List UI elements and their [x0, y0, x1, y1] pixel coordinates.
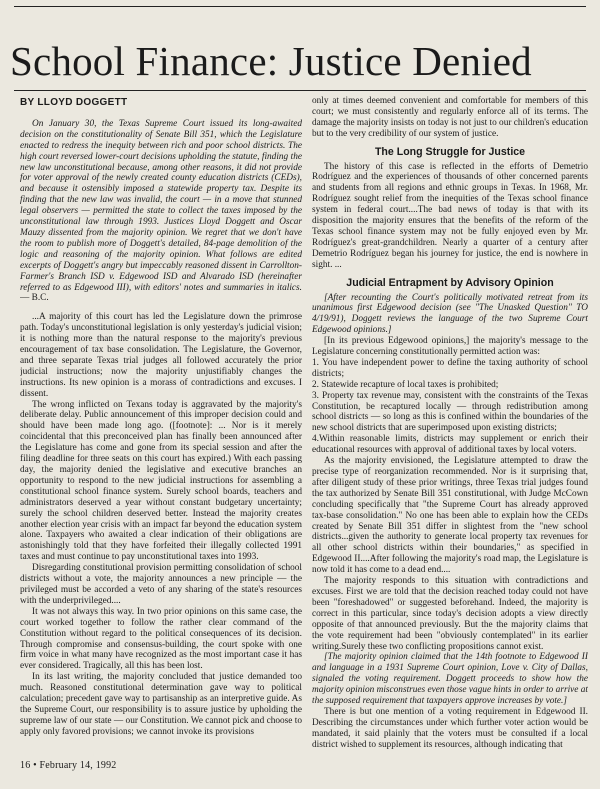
body-paragraph: Disregarding constitutional provision permitting consolidation of school districts without a vote, the majority announces a new principle — the privileged must be accorded a veto of any sharing of the state's resources with the underprivileged.... — [20, 563, 302, 606]
article-title: School Finance: Justice Denied — [10, 38, 532, 84]
editor-note: [After recounting the Court's politically motivated retreat from its unanimous first Edgewood decision (see "The Unasked Question" TO 4/19/91), Doggett reviews the language of the two Supreme Court Edgewood opinions.] — [312, 292, 588, 336]
list-item: 4.Within reasonable limits, districts may supplement or enrich their educational resources with approval of additional taxes by local voters. — [312, 434, 588, 456]
intro-paragraph — [20, 119, 302, 304]
numbered-list — [312, 358, 588, 456]
byline: BY LLOYD DOGGETT — [20, 97, 128, 108]
title-rule — [14, 90, 586, 91]
list-item: 1. You have independent power to define the taxing authority of school districts; — [312, 357, 588, 379]
body-paragraph: The majority responds to this situation with contradictions and excuses. First we are told that the decision reached today could not have been "foreshadowed" or suggested beforehand. Indeed, the majority is correct in this particular, since today's decision adopts a view directly opposite of that announced previously. But the the majority claims that the vote requirement had been "obviously contemplated" in its earlier writing.Surely these two conflicting propositions cannot exist. — [312, 576, 588, 652]
body-paragraph: It was not always this way. In two prior opinions on this same case, the court worked together to follow the rather clear command of the Constitution without regard to the political consequences of its decision. Through compromise and consensus-building, the court spoke with one firm voice in what many have recognized as the most important case it has ever considered. Tragically, all this has been lost. — [20, 606, 302, 672]
top-rule — [14, 6, 586, 7]
left-column — [20, 96, 302, 744]
intro-text: On January 30, the Texas Supreme Court issued its long-awaited decision on the constitutionality of Senate Bill 351, which the Legislature enacted to redress the inequity between rich and poor school districts. The high court reversed lower-court decisions upholding the statute, finding the new law unconstitutional because, among other reasons, it did not provide for voter approval of the newly created county education districts (CEDs), and because it ostensibly imposed a statewide property tax. Despite its finding that the new law was invalid, the court — in a move that stunned legal observers — permitted the state to collect the taxes imposed by the unconstitutional law through 1993. Justices Lloyd Doggett and Oscar Mauzy dissented from the majority opinion. We regret that we don't have the room to publish more of Doggett's detailed, 84-page demolition of the logic and reasoning of the majority opinion. What follows are edited excerpts of Doggett's angry but impeccably reasoned dissent in Carrollton-Farmer's Branch ISD v. Edgewood ISD and Alvarado ISD (hereinafter referred to as Edgewood III), with editors' notes and summaries in italics. — [20, 118, 302, 293]
body-paragraph: There is but one mention of a voting requirement in Edgewood II. Describing the circumstances under which further voter action would be mandated, it said plainly that the voters must be consulted if a local district wished to supplement its resources, although indicating that — [312, 706, 588, 750]
body-paragraph: As the majority envisioned, the Legislature attempted to draw the precise type of reorganization recommended. Nor is it surprising that, after diligent study of these prior writings, three Texas trial judges found the tax authorized by Senate Bill 351 constitutional, with Judge McCown concluding specifically that "the Supreme Court has already approved tax-base consolidation." No one has been able to explain how the CEDs created by Senate Bill 351 differ in slightest from the "new school districts...given the authority to generate local property tax revenues for all other school districts within their boundaries," as specified in Edgewood II....After following the majority's road map, the Legislature is now told it has come to a dead end.... — [312, 456, 588, 576]
section-heading: The Long Struggle for Justice — [374, 145, 526, 158]
body-paragraph: only at times deemed convenient and comfortable for members of this court; we must consistently and regularly enforce all of its terms. The damage the majority insists on today is not just to our children's education but to the very credibility of our system of justice. — [312, 96, 588, 139]
intro-signoff: — B.C. — [20, 293, 49, 304]
body-paragraph: The history of this case is reflected in the efforts of Demetrio Rodríguez and the experiences of thousands of other concerned parents and students from all regions and ethnic groups in Texas. In 1968, Mr. Rodríguez sought relief from the inequities of the Texas school finance system in federal court....The bad news of today is that with its disposition the majority ensures that the benefits of the reform of the Texas school finance system may not be fully enjoyed even by Mr. Rodríguez's great-grandchildren. Nearly a quarter of a century after Demetrio Rodríguez began his journey for justice, the end is nowhere in sight. ... — [312, 161, 588, 270]
list-item: 3. Property tax revenue may, consistent with the constraints of the Texas Constitution, be recaptured locally — through redistribution among school districts — so long as this is confined within the boundaries of the new school districts that are superimposed upon existing districts; — [312, 390, 588, 434]
body-paragraph: The wrong inflicted on Texans today is aggravated by the majority's deliberate delay. Public announcement of this improper decision could and should have been made long ago. ([footnote]: ... Nor is it merely coincidental that this preconceived plan has finally been announced after the Legislature has come and gone from its special session and after the filing deadline for three seats on this court has expired.) With each passing day, the majority denied the legislative and executive branches an opportunity to respond to the new judicial instructions for assembling a constitutional school finance system. Surely school boards, teachers and administrators deserved a year without constant budgetary uncertainty; surely the school children deserved better. Instead the majority creates another election year crisis with an impact far beyond the education system alone. Taxpayers who awaited a clear indication of their obligations are astonishingly told that they have forfeited their illegally collected 1991 taxes and must continue to pay unconstitutional taxes into 1993. — [20, 399, 302, 563]
section-heading: Judicial Entrapment by Advisory Opinion — [346, 276, 554, 289]
page-footer: 16 • February 14, 1992 — [20, 760, 117, 771]
list-item: 2. Statewide recapture of local taxes is prohibited; — [312, 379, 499, 390]
body-paragraph: ...A majority of this court has led the Legislature down the primrose path. Today's unconstitutional legislation is only yesterday's judicial vision; it is nothing more than the natural response to the majority's previous encouragement of tax base consolidation. The Legislature, the Governor, and three separate Texas trial judges all followed accurately the prior judicial instructions; now the majority unjustifiably changes the instructions. Its new opinion is a morass of contradictions and excuses. I dissent. — [20, 312, 302, 399]
editor-note: [The majority opinion claimed that the 14th footnote to Edgewood II and language in a 1931 Supreme Court opinion, Love v. City of Dallas, signaled the voting requirement. Doggett proceeds to show how the majority opinion misconstrues even those vague hints in order to arrive at the supposed requirement that taxpayers approve increases by vote.] — [312, 652, 588, 707]
body-paragraph: In its last writing, the majority concluded that justice demanded too much. Reasoned constitutional determination gave way to political calculation; precedent gave way to partisanship as an interpretive guide. As the Supreme Court, our responsibility is to assure justice by upholding the supreme law of our state — our Constitution. We cannot pick and choose to apply only favored provisions; we cannot invoke its provisions — [20, 672, 302, 737]
body-paragraph: [In its previous Edgewood opinions,] the majority's message to the Legislature concerning constitutionally permitted action was: — [312, 336, 588, 358]
right-column — [312, 96, 588, 778]
